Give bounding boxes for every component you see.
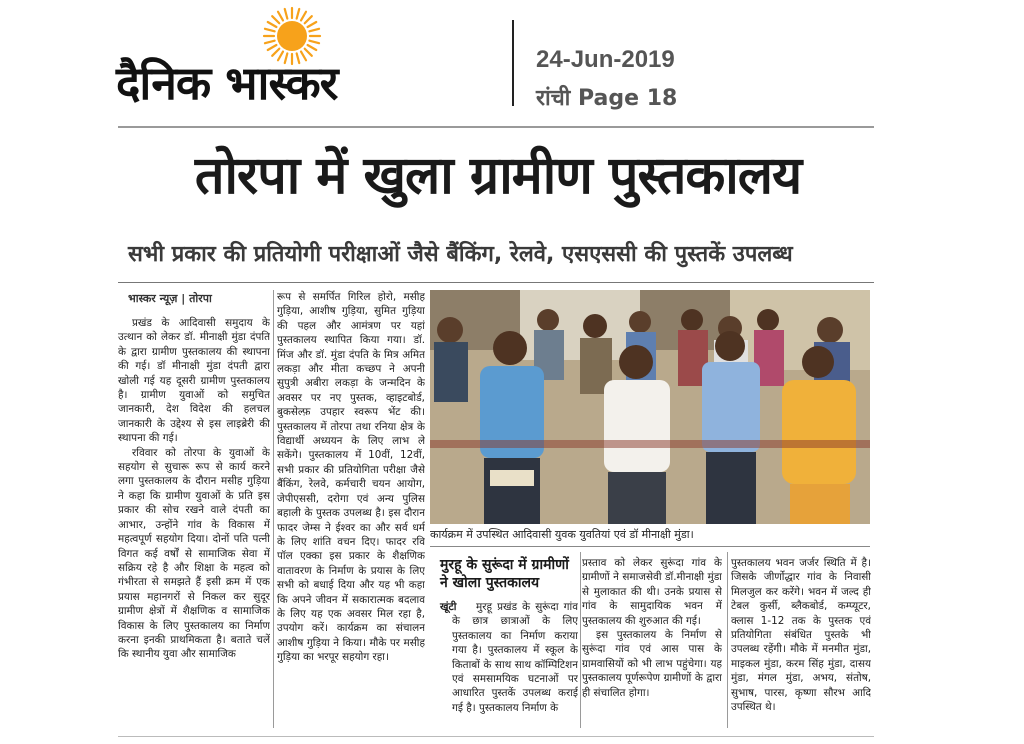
story2-column-3: [731, 556, 871, 728]
main-headline: तोरपा में खुला ग्रामीण पुस्तकालय: [194, 146, 802, 206]
event-photo: [430, 290, 870, 524]
caption-rule: [430, 546, 870, 547]
story-column-2: [277, 290, 425, 728]
masthead-divider: [512, 20, 514, 106]
paragraph: पुस्तकालय भवन जर्जर स्थिति में है। जिसके जीर्णोद्धार गांव के निवासी मिलजुल कर करेंगे। भवन में जल्द ही टेबल कुर्सी, ब्लैकबोर्ड, कम्प्यूटर, क्लास 1-12 तक के पुस्तक एवं प्रतियोगिता संबंधित पुस्तके भी उपलब्ध रहेंगी। मौके में मनमीत मुंडा, माइकल मुंडा, करम सिंह मुंडा, दासय मुंडा, मंगल मुंडा, अभय, संतोष, सुभाष, पारस, कृष्णा सौरभ आदि उपस्थित थे।: [731, 557, 871, 714]
newspaper-brand: दैनिक भास्कर: [116, 56, 338, 110]
column-divider: [580, 552, 581, 728]
story-column-1: [118, 316, 270, 728]
bottom-rule: [118, 736, 874, 737]
paragraph: रूप से समर्पित गिरिल होरो, मसीह गुड़िया, आशीष गुड़िया, सुमित गुड़िया की पहल और आमंत्रण पर यहां पुस्तकालय स्थापित किया गया। डॉ. मिंज और डॉ. मुंडा दंपति के मित्र अमित लकड़ा और मीता कच्छप ने अपनी सुपुत्री अबीरा लकड़ा के जन्मदिन के अवसर पर नए पुस्तक, व्हाइटबोर्ड, बुकसेल्फ़ उपहार स्वरूप भेंट की। पुस्तकालय में तोरपा तथा रनिया क्षेत्र के विद्यार्थी अध्ययन के लिए लाभ ले सकेंगे। पुस्तकालय में 10वीं, 12वीं, सभी प्रकार की प्रतियोगिता परीक्षा जैसे बैंकिंग, रेलवे, कर्मचारी चयन आयोग, जेपीएससी, दरोगा एवं अन्य पुलिस बहाली के पुस्तक उपलब्ध है। इस दौरान फादर जेम्स ने ईश्वर का और सर्व धर्म के लिए शांति वचन दिए। फादर रवि पॉल एक्का इस प्रकार के शैक्षणिक वातावरण के निर्माण के प्रयास के लिए सभी को बधाई दिया और यह भी कहा कि अपने जीवन में सकारात्मक बदलाव के लिए यह एक अवसर मिल रहा है, उपयोग करें। कार्यक्रम का संचालन आशीष गुड़िया ने किया। मौके पर मसीह गुड़िया का भरपूर सहयोग रहा।: [277, 291, 425, 664]
paragraph: प्रस्ताव को लेकर सुरूंदा गांव के ग्रामीणों ने समाजसेवी डॉ.मीनाक्षी मुंडा से मुलाकात की थी। उनके प्रयास से गांव के सामुदायिक भवन में पुस्तकालय की शुरुआत की गई।: [582, 557, 722, 627]
column-divider: [727, 552, 728, 728]
paragraph: मुरहू प्रखंड के सुरूंदा गांव के छात्र छात्राओं के लिए पुस्तकालय का निर्माण कराया गया है। पुस्तकालय में स्कूल के किताबों के साथ साथ कॉम्पिटिशन एवं समसामयिक घटनाओं पर आधारित पुस्तकें उपलब्ध कराई गई है। पुस्तकालय निर्माण के: [452, 601, 578, 714]
story2-column-1: [452, 600, 578, 728]
issue-date: 24-Jun-2019: [536, 46, 675, 73]
story2-column-2: [582, 556, 722, 728]
sub-headline: सभी प्रकार की प्रतियोगी परीक्षाओं जैसे बैंकिंग, रेलवे, एसएससी की पुस्तकें उपलब्ध: [128, 242, 793, 267]
paragraph: प्रखंड के आदिवासी समुदाय के उत्थान को लेकर डॉ. मीनाक्षी मुंडा दंपति के द्वारा ग्रामीण पुस्तकालय की स्थापना की गई। डॉ मीनाक्षी मुंडा दंपती द्वारा खोली गई यह दूसरी ग्रामीण पुस्तकालय है। ग्रामीण युवाओं को समुचित जानकारी, देश विदेश की हलचल जानकारी के उद्देश्य से इस लाइब्रेरी की स्थापना की गई।: [118, 317, 270, 445]
paragraph: रविवार को तोरपा के युवाओं के सहयोग से सुचारू रूप से कार्य करने लगा पुस्तकालय के दौरान मसीह गुड़िया ने कहा कि ग्रामीण युवाओं के प्रति इस प्रकार की सोच रखने वाले दंपती का आभार, उन्होंने गांव के विकास में महत्वपूर्ण सहयोग दिया। दोनों पति पत्नी विगत कई वर्षों से सामाजिक सेवा में सक्रिय रहे है और शिक्षा के महत्व को गंभीरता से समझते हैं इसी क्रम में एक प्रयास महानगरों से निकल कर सुदूर ग्रामीण क्षेत्रों में शैक्षणिक व सामाजिक विकास के लिए पुस्तकालय का निर्माण करना इनकी प्राथमिकता है। बताते चलें कि स्थानीय युवा और सामाजिक: [118, 446, 270, 661]
column-divider: [273, 290, 274, 728]
headline-rule: [118, 282, 874, 283]
byline: भास्कर न्यूज़ | तोरपा: [128, 292, 212, 305]
story2-dateline: खूंटी: [440, 601, 457, 613]
story2-headline: मुरहू के सुरूंदा में ग्रामीणों ने खोला पुस्तकालय: [440, 557, 569, 591]
paragraph: इस पुस्तकालय के निर्माण से सुरूंदा गांव एवं आस पास के ग्रामवासियों को भी लाभ पहुंचेगा। यह पुस्तकालय पूर्णरूपेण ग्रामीणों के द्वारा ही संचालित होगा।: [582, 629, 722, 699]
edition-page: रांची Page 18: [536, 86, 678, 111]
top-rule: [118, 126, 874, 128]
photo-caption: कार्यक्रम में उपस्थित आदिवासी युवक युवतियां एवं डॉ मीनाक्षी मुंडा।: [430, 528, 694, 541]
